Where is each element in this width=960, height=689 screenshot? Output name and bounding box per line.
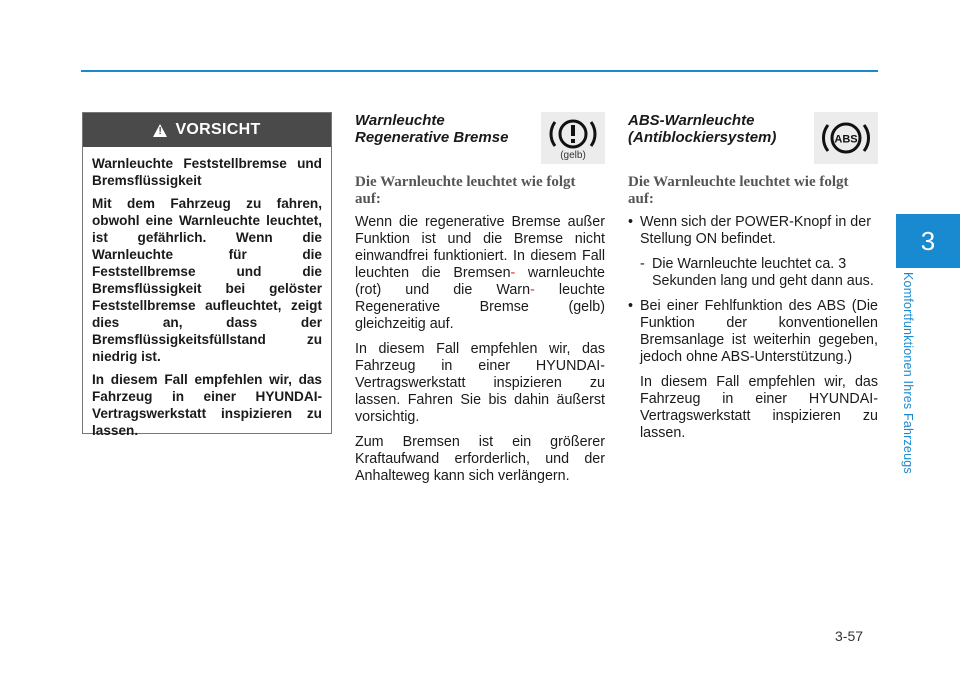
caution-paragraph: Mit dem Fahrzeug zu fahren, obwohl eine Warnleuchte leuchtet, ist gefährlich. Wenn die Warnleuchte für die Feststellbremse und die Bremsflüssigkeit bei gelöster Feststellbremse aufleuchtet, zeigt dies an, dass der Bremsflüssigkeitsfüllstand zu niedrig ist. (92, 196, 322, 364)
abs-icon-text: ABS (834, 133, 858, 146)
abs-section (628, 112, 878, 450)
text-run: leuchte Regenerative Bremse (gelb) gleichzeitig auf. (355, 282, 605, 332)
caution-paragraph: In diesem Fall empfehlen wir, das Fahrzeug in einer HYUNDAI-Vertragswerkstatt inspizieren zu lassen. (92, 372, 322, 438)
paragraph (355, 214, 605, 333)
chapter-title-vertical (898, 272, 918, 492)
section-title (355, 112, 535, 146)
abs-circle-icon (814, 112, 878, 164)
regen-brake-section (355, 112, 605, 493)
paragraph: In diesem Fall empfehlen wir, das Fahrzeug in einer HYUNDAI-Vertragswerkstatt inspizieren zu lassen. Fahren Sie bis dahin äußerst vorsichtig. (355, 341, 605, 425)
bullet-note: In diesem Fall empfehlen wir, das Fahrzeug in einer HYUNDAI-Vertragswerkstatt inspizieren zu lassen. (640, 374, 878, 441)
page-number: 3-57 (835, 628, 864, 644)
chapter-title: Komfortfunktionen Ihres Fahrzeugs (901, 272, 915, 474)
top-rule (81, 70, 878, 72)
caution-title: Warnleuchte Feststellbremse und Bremsflüssigkeit (92, 156, 322, 188)
sub-text: Die Warnleuchte leuchtet ca. 3 Sekunden lang und geht dann aus. (652, 256, 874, 289)
paragraph: Zum Bremsen ist ein größerer Kraftaufwand erforderlich, und der Anhalteweg kann sich verlängern. (355, 434, 605, 484)
caution-label: VORSICHT (175, 121, 261, 138)
caution-header (83, 113, 331, 147)
list-item (628, 214, 878, 290)
caution-body (83, 147, 331, 439)
abs-warning-icon (814, 112, 878, 164)
warning-triangle-icon (153, 124, 167, 137)
section-title-line: (Antiblockiersystem) (628, 129, 777, 146)
chapter-number: 3 (920, 225, 936, 256)
icon-caption: (gelb) (560, 150, 586, 161)
hyphen-mark: - (510, 265, 516, 281)
section-body (628, 214, 878, 442)
bullet-list (628, 214, 878, 442)
section-subhead: Die Warnleuchte leuchtet wie folgt auf: (628, 174, 849, 207)
section-title-line: Regenerative Bremse (355, 129, 509, 146)
regen-brake-warning-icon (541, 112, 605, 164)
section-title (628, 112, 808, 146)
section-body (355, 214, 605, 485)
section-subhead: Die Warnleuchte leuchtet wie folgt auf: (355, 174, 576, 207)
dash-mark: - (640, 256, 645, 272)
sub-item (640, 256, 878, 290)
section-title-line: Warnleuchte (355, 112, 445, 129)
text-run: warnleuchte (rot) und die Warn (355, 265, 605, 298)
list-item (628, 298, 878, 442)
bullet-text: • Bei einer Fehlfunktion des ABS (Die Funktion der konventionellen Bremsanlage ist weiterhin gegeben, jedoch ohne ABS-Unterstützung.) (640, 298, 878, 365)
text-run: Wenn die regenerative Bremse außer Funktion ist und die Bremse nicht einwandfrei funktioniert. In diesem Fall leuchten die Bremsen (355, 214, 605, 281)
chapter-number-tab (896, 214, 960, 268)
bullet-text: • Wenn sich der POWER-Knopf in der Stellung ON befindet. (640, 214, 871, 247)
section-title-line: ABS-Warnleuchte (628, 112, 755, 129)
hyphen-mark: - (530, 282, 535, 298)
caution-box (82, 112, 332, 438)
